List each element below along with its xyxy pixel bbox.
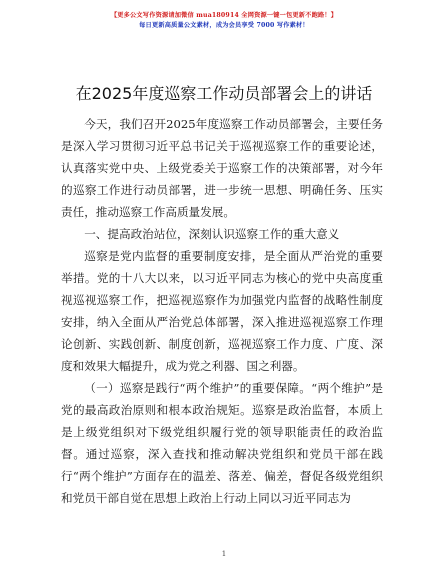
promo-banner-line-1: 【更多公文写作资源请加微信 mua180914 全网资源一键一包更新不跑路！】: [110, 12, 338, 19]
section-heading-1: 一、提高政治站位，深刻认识巡察工作的重大意义: [84, 227, 340, 241]
document-title: 在2025年度巡察工作动员部署会上的讲话: [75, 84, 373, 103]
document-body: [61, 113, 383, 509]
paragraph-subsection-1: （一）巡察是践行“两个维护”的重要保障。“两个维护”是党的最高政治原则和根本政治规矩。巡察是政治监督，本质上是上级党组织对下级党组织履行党的领导职能责任的政治监督。通过巡察，深入查找和推动解决党组织和党员干部在践行“两个维护”方面存在的温差、落差、偏差，督促各级党组织和党员干部自觉在思想上政治上行动上同以习近平同志为: [61, 381, 383, 505]
paragraph-section-1: 巡察是党内监督的重要制度安排，是全面从严治党的重要举措。党的十八大以来，以习近平同志为核心的党中央高度重视巡视巡察工作，把巡视巡察作为加强党内监督的战略性制度安排，纳入全面从严治党总体部署，深入推进巡视巡察工作理论创新、实践创新、制度创新，巡视巡察工作力度、广度、深度和效果大幅提升，成为党之利器、国之利器。: [61, 249, 383, 373]
page-number: 1: [221, 550, 227, 558]
promo-banner-line-2: 每日更新高质量公文素材，成为会员享受 7000 写作素材！: [139, 22, 309, 29]
paragraph-intro: 今天，我们召开2025年度巡察工作动员部署会，主要任务是深入学习贯彻习近平总书记关于巡视巡察工作的重要论述，认真落实党中央、上级党委关于巡察工作的决策部署，对今年的巡察工作进行动员部署，进一步统一思想、明确任务、压实责任，推动巡察工作高质量发展。: [61, 117, 383, 219]
